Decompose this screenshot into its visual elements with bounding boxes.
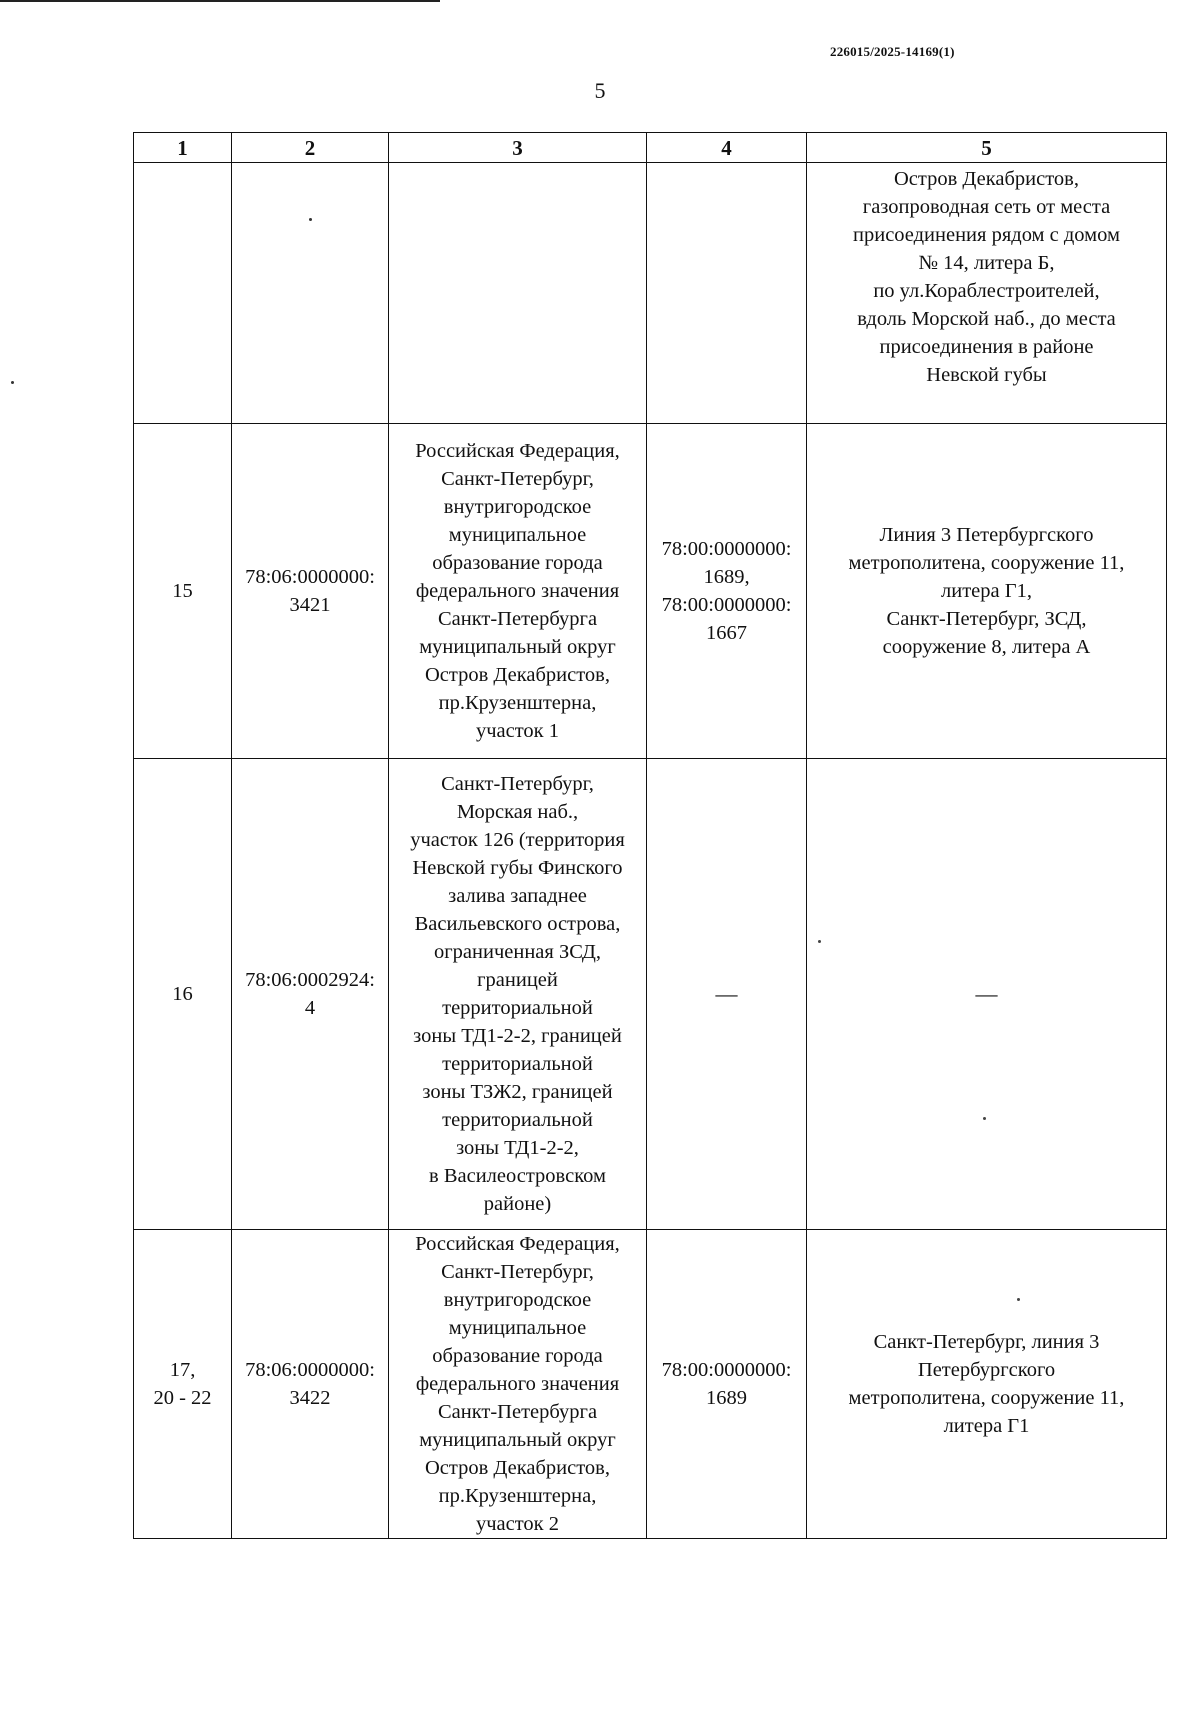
document-number: 226015/2025-14169(1) (830, 44, 955, 59)
cadastral-number-cell: 78:06:0000000: 3421 (232, 424, 389, 759)
scan-speck (818, 940, 821, 943)
cadastral-number-cell (232, 163, 389, 424)
column-header-4: 4 (647, 133, 807, 163)
page-number: 5 (594, 78, 606, 103)
table-row (134, 759, 1167, 1230)
cadastral-number-cell: 78:06:0000000: 3422 (232, 1230, 389, 1539)
scan-speck (1017, 1298, 1020, 1301)
address-cell: Российская Федерация, Санкт-Петербург, внутригородское муниципальное образование города федерального значения Санкт-Петербурга муниципальный округ Остров Декабристов, пр.Крузенштерна, участок 2 (389, 1230, 647, 1539)
structure-description-cell: Санкт-Петербург, линия 3 Петербургского метрополитена, сооружение 11, литера Г1 (807, 1230, 1167, 1539)
top-edge-rule (0, 0, 440, 2)
table-header-row (134, 133, 1167, 163)
structure-description-cell: Линия 3 Петербургского метрополитена, сооружение 11, литера Г1, Санкт-Петербург, ЗСД, сооружение 8, литера А (807, 424, 1167, 759)
address-cell (389, 163, 647, 424)
column-header-3: 3 (389, 133, 647, 163)
column-header-1: 1 (134, 133, 232, 163)
structure-description-cell: — (807, 759, 1167, 1230)
related-cadastral-cell: 78:00:0000000: 1689 (647, 1230, 807, 1539)
scan-speck (11, 381, 14, 384)
related-cadastral-cell: 78:00:0000000: 1689, 78:00:0000000: 1667 (647, 424, 807, 759)
table-row (134, 163, 1167, 424)
registry-table (133, 132, 1167, 1539)
table-row (134, 1230, 1167, 1539)
scan-speck (309, 218, 312, 221)
structure-description-cell: Остров Декабристов, газопроводная сеть от места присоединения рядом с домом № 14, литера Б, по ул.Кораблестроителей, вдоль Морской наб., до места присоединения в районе Невской губы (807, 163, 1167, 424)
row-number-cell (134, 163, 232, 424)
scan-speck (983, 1117, 986, 1120)
row-number-cell: 15 (134, 424, 232, 759)
row-number-cell: 17, 20 - 22 (134, 1230, 232, 1539)
address-cell: Санкт-Петербург, Морская наб., участок 126 (территория Невской губы Финского залива западнее Васильевского острова, ограниченная ЗСД, границей территориальной зоны ТД1-2-2, границей территориальной зоны ТЗЖ2, границей территориальной зоны ТД1-2-2, в Василеостровском районе) (389, 759, 647, 1230)
related-cadastral-cell (647, 163, 807, 424)
cadastral-number-cell: 78:06:0002924: 4 (232, 759, 389, 1230)
column-header-5: 5 (807, 133, 1167, 163)
related-cadastral-cell: — (647, 759, 807, 1230)
table-row (134, 424, 1167, 759)
column-header-2: 2 (232, 133, 389, 163)
address-cell: Российская Федерация, Санкт-Петербург, внутригородское муниципальное образование города федерального значения Санкт-Петербурга муниципальный округ Остров Декабристов, пр.Крузенштерна, участок 1 (389, 424, 647, 759)
row-number-cell: 16 (134, 759, 232, 1230)
